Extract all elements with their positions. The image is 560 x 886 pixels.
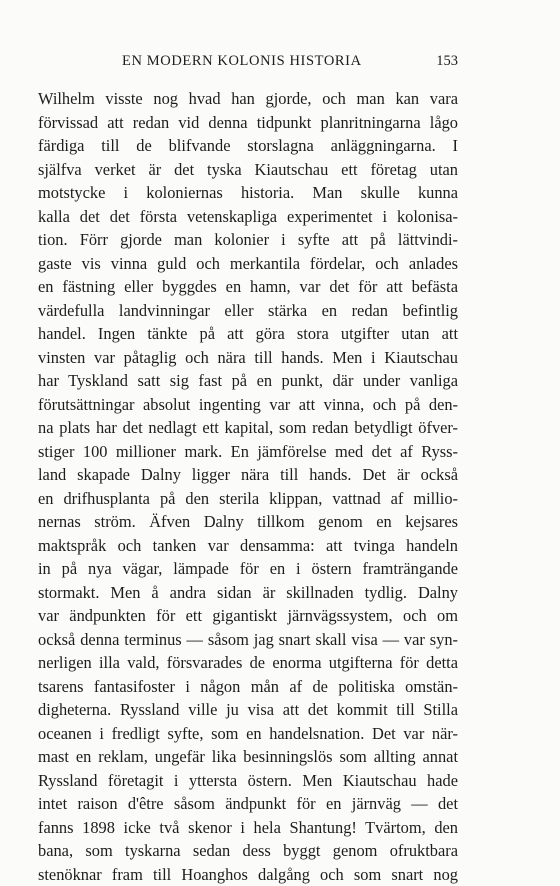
text-line: förutsättningar absolut ingenting var att vinna, och på den-: [38, 393, 458, 417]
text-line: motstycke i koloniernas historia. Man skulle kunna: [38, 181, 458, 205]
text-line: förvissad att redan vid denna tidpunkt planritningarna lågo: [38, 111, 458, 135]
text-line: oceanen i fredligt syfte, som en handelsnation. Det var när-: [38, 722, 458, 746]
text-line: digheterna. Ryssland ville ju visa att det kommit till Stilla: [38, 698, 458, 722]
text-line: värdefulla landvinningar eller stärka en redan befintlig: [38, 299, 458, 323]
text-line: Wilhelm visste nog hvad han gjorde, och man kan vara: [38, 87, 458, 111]
text-line: bana, som tyskarna sedan dess byggt genom ofruktbara: [38, 839, 458, 863]
text-line: en fästning eller byggdes en hamn, var det för att befästa: [38, 275, 458, 299]
text-line: tsarens fantasifoster i någon mån af de politiska omstän-: [38, 675, 458, 699]
text-line: gaste vis vinna guld och merkantila fördelar, och anlades: [38, 252, 458, 276]
text-line: nernas ström. Äfven Dalny tillkom genom en kejsares: [38, 510, 458, 534]
text-line: handel. Ingen tänkte på att göra stora utgifter utan att: [38, 322, 458, 346]
running-title: EN MODERN KOLONIS HISTORIA: [122, 53, 362, 70]
text-line: nerligen illa vald, försvarades de enorma utgifterna för detta: [38, 651, 458, 675]
text-line: har Tyskland satt sig fast på en punkt, där under vanliga: [38, 369, 458, 393]
body-text: [38, 87, 458, 886]
page-number: 153: [436, 53, 458, 70]
text-line: fanns 1898 icke två skenor i hela Shantung! Tvärtom, den: [38, 816, 458, 840]
text-line: tion. Förr gjorde man kolonier i syfte att på lättvindi-: [38, 228, 458, 252]
text-line: var ändpunkten för ett gigantiskt järnvägssystem, och om: [38, 604, 458, 628]
page-header: [38, 53, 458, 71]
text-line: intet raison d'être såsom ändpunkt för en järnväg — det: [38, 792, 458, 816]
text-line: vinsten var påtaglig och nära till hands. Men i Kiautschau: [38, 346, 458, 370]
text-line: stormakt. Men å andra sidan är skillnaden tydlig. Dalny: [38, 581, 458, 605]
text-line: färdiga till de blifvande storslagna anläggningarna. I: [38, 134, 458, 158]
text-line: na plats har det nedlagt ett kapital, som redan betydligt öfver-: [38, 416, 458, 440]
text-line: en drifhusplanta på den sterila klippan, vattnad af millio-: [38, 487, 458, 511]
text-line: in på nya vägar, lämpade för en i östern framträngande: [38, 557, 458, 581]
text-line: land skapade Dalny ligger nära till hands. Det är också: [38, 463, 458, 487]
text-line: stiger 100 millioner mark. En jämförelse med det af Ryss-: [38, 440, 458, 464]
text-line: själfva verket är det tyska Kiautschau ett företag utan: [38, 158, 458, 182]
text-line: kalla det det första vetenskapliga experimentet i kolonisa-: [38, 205, 458, 229]
text-line: stenöknar fram till Hoanghos dalgång och som snart nog: [38, 863, 458, 886]
text-line: mast en reklam, ungefär lika besinningslös som allting annat: [38, 745, 458, 769]
text-line: också denna terminus — såsom jag snart skall visa — var syn-: [38, 628, 458, 652]
text-line: Ryssland företagit i yttersta östern. Men Kiautschau hade: [38, 769, 458, 793]
text-line: maktspråk och tanken var densamma: att tvinga handeln: [38, 534, 458, 558]
